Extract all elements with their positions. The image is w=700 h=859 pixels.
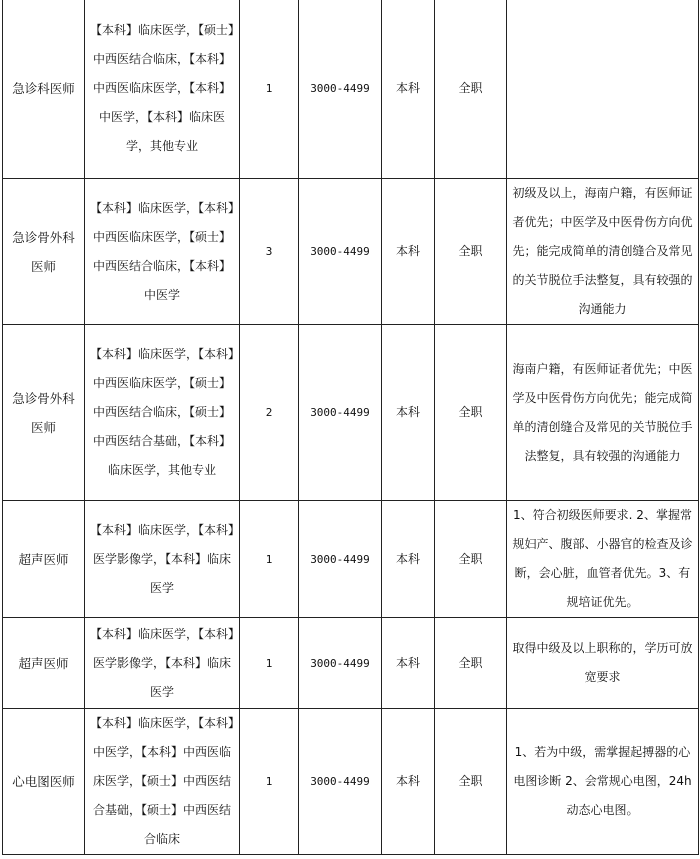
position-cell: 急诊科医师: [3, 0, 85, 179]
requirements-cell: 初级及以上，海南户籍，有医师证者优先；中医学及中医骨伤方向优先；能完成简单的清创缝合及常见的关节脱位手法整复，具有较强的沟通能力: [507, 179, 699, 325]
count-cell: 1: [240, 501, 299, 618]
requirements-cell: 海南户籍，有医师证者优先；中医学及中医骨伤方向优先；能完成简单的清创缝合及常见的关节脱位手法整复，具有较强的沟通能力: [507, 325, 699, 501]
education-cell: 本科: [382, 325, 435, 501]
recruitment-table-wrapper: [2, 0, 699, 855]
majors-cell: 【本科】临床医学，【本科】中西医临床医学，【硕士】中西医结合临床，【硕士】中西医结合基础，【本科】临床医学，其他专业: [85, 325, 240, 501]
requirements-cell: 1、符合初级医师要求. 2、掌握常规妇产、腹部、小器官的检查及诊断，会心脏，血管者优先。3、有规培证优先。: [507, 501, 699, 618]
majors-cell: 【本科】临床医学，【本科】中西医临床医学，【硕士】中西医结合临床，【本科】中医学: [85, 179, 240, 325]
requirements-cell: [507, 0, 699, 179]
count-cell: 2: [240, 325, 299, 501]
majors-cell: 【本科】临床医学，【硕士】中西医结合临床，【本科】中西医临床医学，【本科】中医学，【本科】临床医学，其他专业: [85, 0, 240, 179]
table-row: [3, 0, 699, 179]
job-type-cell: 全职: [435, 618, 507, 709]
requirements-cell: 1、若为中级，需掌握起搏器的心电图诊断 2、会常规心电图，24h动态心电图。: [507, 709, 699, 855]
salary-cell: 3000-4499: [299, 618, 382, 709]
salary-cell: 3000-4499: [299, 179, 382, 325]
job-type-cell: 全职: [435, 501, 507, 618]
education-cell: 本科: [382, 618, 435, 709]
salary-cell: 3000-4499: [299, 501, 382, 618]
job-type-cell: 全职: [435, 709, 507, 855]
table-row: [3, 618, 699, 709]
salary-cell: 3000-4499: [299, 709, 382, 855]
table-row: [3, 709, 699, 855]
position-cell: 急诊骨外科医师: [3, 179, 85, 325]
requirements-cell: 取得中级及以上职称的，学历可放宽要求: [507, 618, 699, 709]
education-cell: 本科: [382, 0, 435, 179]
education-cell: 本科: [382, 501, 435, 618]
education-cell: 本科: [382, 179, 435, 325]
job-type-cell: 全职: [435, 0, 507, 179]
position-cell: 急诊骨外科医师: [3, 325, 85, 501]
majors-cell: 【本科】临床医学，【本科】中医学，【本科】中西医临床医学，【硕士】中西医结合基础，【硕士】中西医结合临床: [85, 709, 240, 855]
position-cell: 心电图医师: [3, 709, 85, 855]
table-row: [3, 179, 699, 325]
count-cell: 1: [240, 618, 299, 709]
education-cell: 本科: [382, 709, 435, 855]
table-row: [3, 325, 699, 501]
recruitment-table: [2, 0, 699, 855]
majors-cell: 【本科】临床医学，【本科】医学影像学，【本科】临床医学: [85, 501, 240, 618]
salary-cell: 3000-4499: [299, 0, 382, 179]
salary-cell: 3000-4499: [299, 325, 382, 501]
majors-cell: 【本科】临床医学，【本科】医学影像学，【本科】临床医学: [85, 618, 240, 709]
job-type-cell: 全职: [435, 325, 507, 501]
count-cell: 3: [240, 179, 299, 325]
position-cell: 超声医师: [3, 501, 85, 618]
count-cell: 1: [240, 0, 299, 179]
count-cell: 1: [240, 709, 299, 855]
position-cell: 超声医师: [3, 618, 85, 709]
table-row: [3, 501, 699, 618]
job-type-cell: 全职: [435, 179, 507, 325]
